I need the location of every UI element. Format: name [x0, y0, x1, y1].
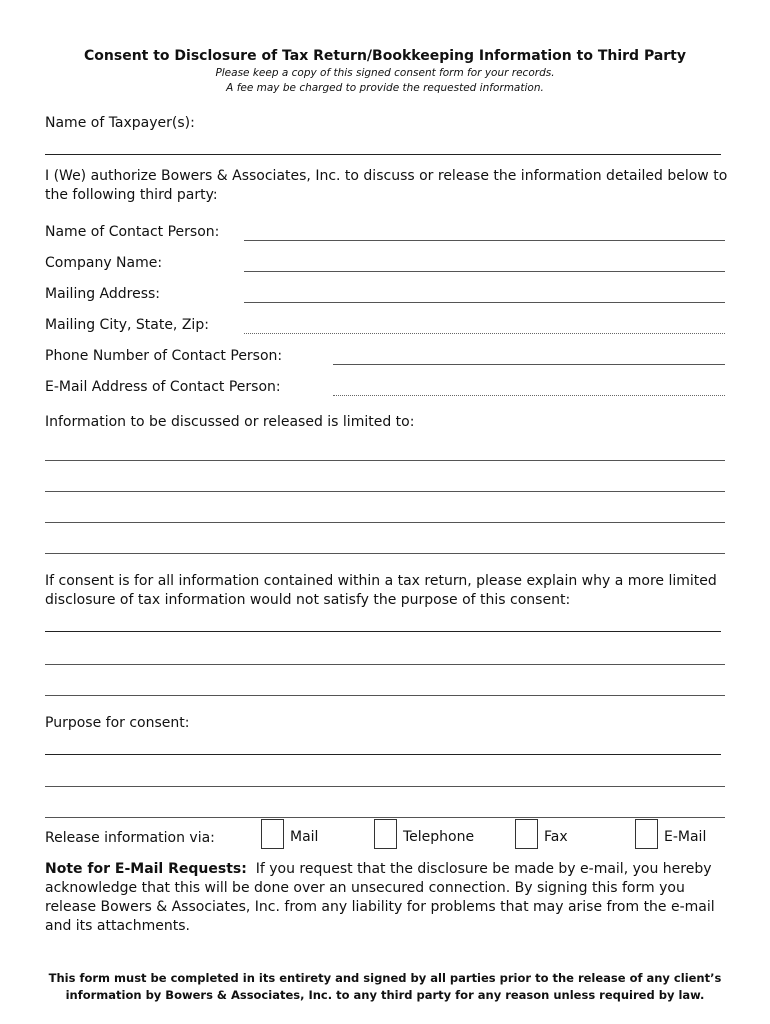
- mailing-address-label: Mailing Address:: [45, 286, 161, 302]
- information-line-2[interactable]: [45, 491, 725, 492]
- contact-name-label: Name of Contact Person:: [45, 224, 220, 240]
- taxpayer-label: Name of Taxpayer(s):: [45, 115, 195, 131]
- city-state-zip-label: Mailing City, State, Zip:: [45, 317, 209, 333]
- release-via-label: Release information via:: [45, 830, 215, 846]
- email-label: E-Mail Address of Contact Person:: [45, 379, 281, 395]
- explanation-line-1[interactable]: [45, 631, 721, 632]
- mail-checkbox[interactable]: [261, 819, 284, 849]
- mail-option-label: Mail: [290, 829, 319, 845]
- telephone-checkbox[interactable]: [374, 819, 397, 849]
- purpose-line-2[interactable]: [45, 786, 725, 787]
- explanation-line-2[interactable]: [45, 664, 725, 665]
- email-input-line[interactable]: [333, 395, 725, 396]
- subtitle-fee-note: A fee may be charged to provide the requested information.: [226, 82, 544, 94]
- information-line-3[interactable]: [45, 522, 725, 523]
- email-note-body: If you request that the disclosure be made by e-mail, you hereby acknowledge that this will be done over an unsecured connection. By signing this form you release Bowers & Associates, Inc. from any liability for problems that may arise from the e-mail and its attachments.: [45, 861, 715, 934]
- phone-label: Phone Number of Contact Person:: [45, 348, 283, 364]
- email-note: [45, 860, 730, 936]
- fax-checkbox[interactable]: [515, 819, 538, 849]
- taxpayer-input-line[interactable]: [45, 154, 721, 155]
- mailing-address-input-line[interactable]: [244, 302, 725, 303]
- company-name-label: Company Name:: [45, 255, 163, 271]
- form-title: Consent to Disclosure of Tax Return/Bookkeeping Information to Third Party: [84, 48, 686, 64]
- company-name-input-line[interactable]: [244, 271, 725, 272]
- city-state-zip-input-line[interactable]: [244, 333, 725, 334]
- all-info-explanation-text: If consent is for all information contained within a tax return, please explain why a more limited disclosure of tax information would not satisfy the purpose of this consent:: [45, 573, 717, 608]
- contact-name-input-line[interactable]: [244, 240, 725, 241]
- telephone-option-label: Telephone: [403, 829, 475, 845]
- subtitle-copy-note: Please keep a copy of this signed consent form for your records.: [215, 67, 555, 79]
- information-line-4[interactable]: [45, 553, 725, 554]
- information-line-1[interactable]: [45, 460, 725, 461]
- email-note-heading: Note for E-Mail Requests:: [45, 861, 247, 877]
- purpose-label: Purpose for consent:: [45, 715, 190, 731]
- footer-notice: This form must be completed in its entirety and signed by all parties prior to the release of any client’s information by Bowers & Associates, Inc. to any third party for any reason unless required by law.: [48, 971, 722, 1002]
- information-limit-label: Information to be discussed or released is limited to:: [45, 414, 415, 430]
- purpose-line-1[interactable]: [45, 754, 721, 755]
- email-checkbox[interactable]: [635, 819, 658, 849]
- fax-option-label: Fax: [544, 829, 568, 845]
- authorization-text: I (We) authorize Bowers & Associates, Inc. to discuss or release the information detailed below to the following third party:: [45, 168, 728, 203]
- email-option-label: E-Mail: [664, 829, 707, 845]
- purpose-line-3[interactable]: [45, 817, 725, 818]
- phone-input-line[interactable]: [333, 364, 725, 365]
- explanation-line-3[interactable]: [45, 695, 725, 696]
